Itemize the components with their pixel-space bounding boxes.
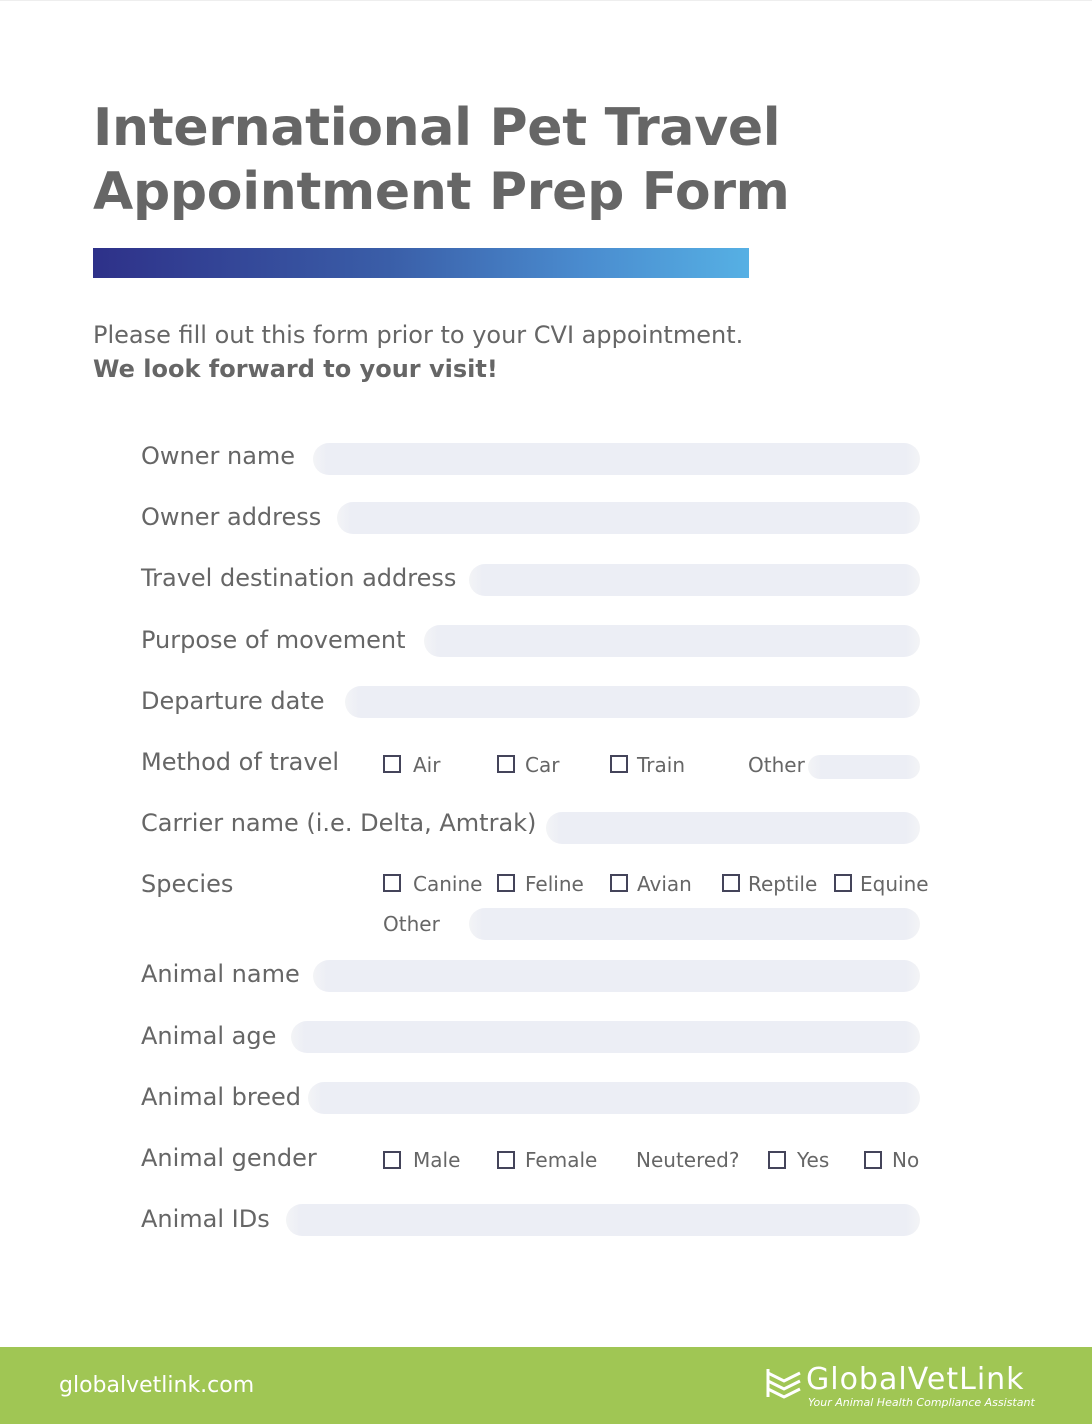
animal-ids-label: Animal IDs — [141, 1205, 270, 1233]
species-other-label: Other — [383, 912, 440, 936]
owner-address-input[interactable] — [337, 502, 920, 534]
animal-name-input[interactable] — [313, 960, 920, 992]
purpose-input[interactable] — [424, 625, 920, 657]
canine-option-label: Canine — [413, 872, 483, 896]
carrier-name-input[interactable] — [546, 812, 920, 844]
air-checkbox[interactable] — [383, 755, 401, 773]
animal-gender-label: Animal gender — [141, 1144, 317, 1172]
owner-address-label: Owner address — [141, 503, 322, 531]
neutered-no-label: No — [892, 1148, 920, 1172]
animal-age-input[interactable] — [291, 1021, 920, 1053]
departure-date-input[interactable] — [345, 686, 920, 718]
species-other-input[interactable] — [469, 908, 920, 940]
feline-option-label: Feline — [525, 872, 584, 896]
title-gradient-bar — [93, 248, 749, 278]
logo-name: GlobalVetLink — [806, 1362, 1025, 1397]
feline-checkbox[interactable] — [497, 874, 515, 892]
globalvetlink-logo — [766, 1363, 1066, 1413]
logo-tagline: Your Animal Health Compliance Assistant — [808, 1396, 1035, 1409]
title-line-2: Appointment Prep Form — [93, 162, 790, 222]
air-option-label: Air — [413, 753, 441, 777]
travel-other-label: Other — [748, 753, 805, 777]
top-border — [0, 0, 1092, 1]
neutered-label: Neutered? — [636, 1148, 740, 1172]
canine-checkbox[interactable] — [383, 874, 401, 892]
train-option-label: Train — [637, 753, 685, 777]
method-of-travel-label: Method of travel — [141, 748, 340, 776]
carrier-name-label: Carrier name (i.e. Delta, Amtrak) — [141, 809, 537, 837]
female-checkbox[interactable] — [497, 1151, 515, 1169]
animal-breed-label: Animal breed — [141, 1083, 302, 1111]
footer-url[interactable]: globalvetlink.com — [59, 1373, 255, 1398]
car-checkbox[interactable] — [497, 755, 515, 773]
avian-checkbox[interactable] — [610, 874, 628, 892]
animal-age-label: Animal age — [141, 1022, 277, 1050]
logo-chevron-icon — [766, 1367, 802, 1403]
equine-option-label: Equine — [860, 872, 929, 896]
animal-ids-input[interactable] — [286, 1204, 920, 1236]
page-title — [93, 96, 790, 224]
footer — [0, 1347, 1092, 1424]
travel-other-input[interactable] — [808, 755, 920, 779]
animal-name-label: Animal name — [141, 960, 300, 988]
travel-destination-input[interactable] — [469, 564, 920, 596]
purpose-label: Purpose of movement — [141, 626, 406, 654]
female-option-label: Female — [525, 1148, 598, 1172]
male-option-label: Male — [413, 1148, 461, 1172]
equine-checkbox[interactable] — [834, 874, 852, 892]
neutered-yes-checkbox[interactable] — [768, 1151, 786, 1169]
car-option-label: Car — [525, 753, 560, 777]
neutered-no-checkbox[interactable] — [864, 1151, 882, 1169]
train-checkbox[interactable] — [610, 755, 628, 773]
title-line-1: International Pet Travel — [93, 98, 781, 158]
intro-line-2: We look forward to your visit! — [93, 355, 498, 383]
owner-name-input[interactable] — [313, 443, 920, 475]
travel-destination-label: Travel destination address — [141, 564, 457, 592]
owner-name-label: Owner name — [141, 442, 296, 470]
male-checkbox[interactable] — [383, 1151, 401, 1169]
reptile-checkbox[interactable] — [722, 874, 740, 892]
reptile-option-label: Reptile — [748, 872, 818, 896]
intro-line-1: Please fill out this form prior to your CVI appointment. — [93, 321, 744, 349]
avian-option-label: Avian — [637, 872, 692, 896]
neutered-yes-label: Yes — [797, 1148, 830, 1172]
departure-date-label: Departure date — [141, 687, 325, 715]
animal-breed-input[interactable] — [308, 1082, 920, 1114]
species-label: Species — [141, 870, 234, 898]
intro-text — [93, 318, 743, 386]
